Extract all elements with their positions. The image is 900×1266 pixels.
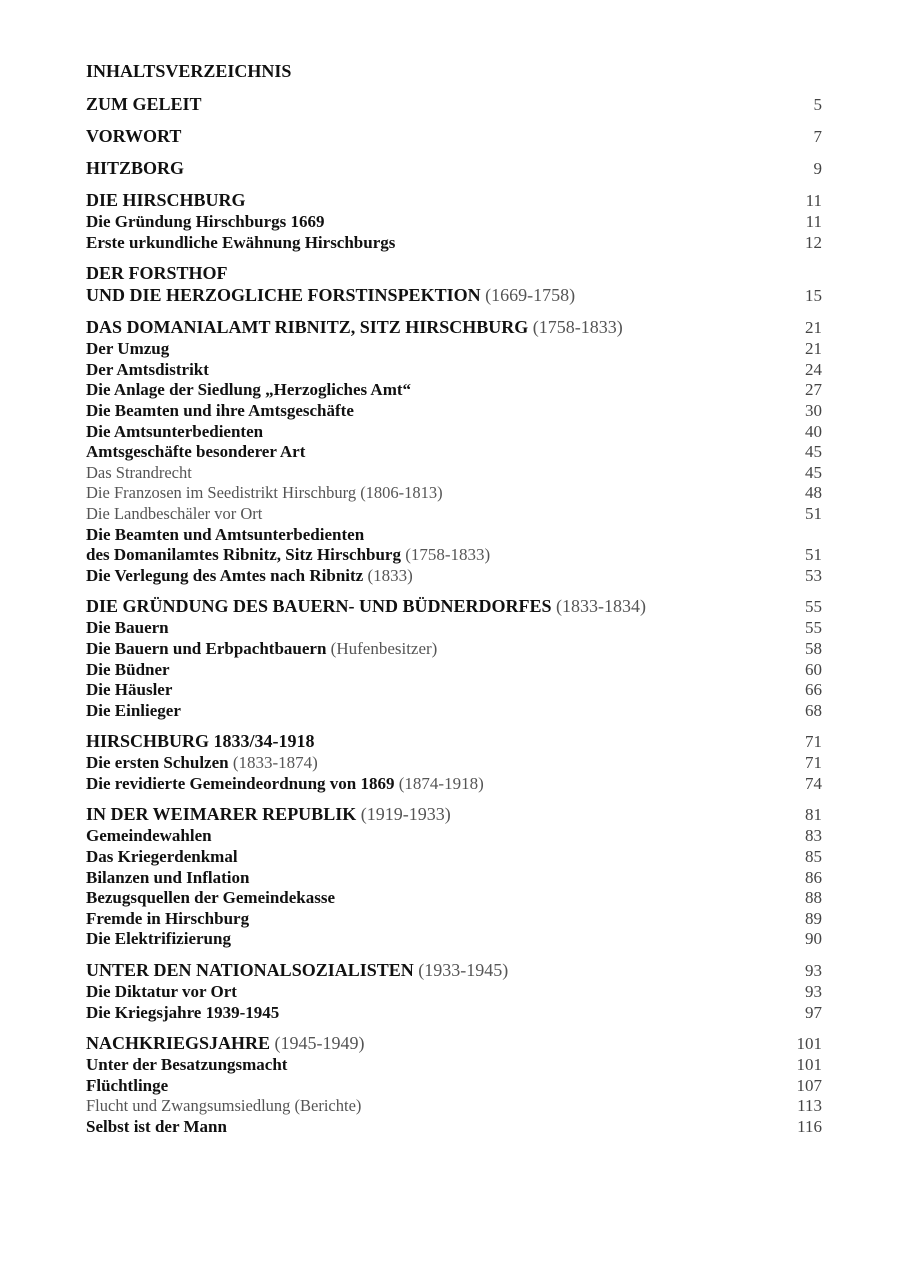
toc-entry <box>86 212 822 233</box>
entry-date-range: (1919-1933) <box>360 804 451 825</box>
toc-entry <box>86 847 822 868</box>
page-number: 66 <box>805 680 822 700</box>
page-number: 12 <box>805 232 822 252</box>
chapter-entry <box>86 730 822 753</box>
entry-label <box>86 753 318 774</box>
entry-label <box>86 463 192 484</box>
entry-title: Gemeindewahlen <box>86 826 212 846</box>
page-number: 21 <box>805 339 822 359</box>
entry-label <box>86 888 335 909</box>
toc-entry <box>86 826 822 847</box>
toc-entry <box>86 525 822 546</box>
entry-label <box>86 1076 168 1097</box>
entry-title: Die Diktatur vor Ort <box>86 982 237 1002</box>
entry-title: Die Beamten und Amtsunterbedienten <box>86 524 365 544</box>
page-number: 74 <box>805 773 822 793</box>
toc-section <box>86 595 822 721</box>
entry-label <box>86 545 490 566</box>
entry-label <box>86 639 437 660</box>
entry-label <box>86 701 181 722</box>
entry-title: DIE GRÜNDUNG DES BAUERN- UND BÜDNERDORFES <box>86 596 552 617</box>
entry-title: Das Kriegerdenkmal <box>86 847 238 867</box>
chapter-entry <box>86 125 822 148</box>
page-number: 71 <box>805 753 822 773</box>
toc-entry <box>86 1117 822 1138</box>
toc-entry <box>86 774 822 795</box>
entry-label <box>86 157 184 179</box>
entry-label <box>86 1096 361 1117</box>
entry-label <box>86 774 484 795</box>
entry-label <box>86 566 413 587</box>
chapter-entry <box>86 189 822 212</box>
entry-title: Der Amtsdistrikt <box>86 359 209 379</box>
entry-title: Selbst ist der Mann <box>86 1117 227 1136</box>
page-number: 51 <box>805 545 822 565</box>
entry-label <box>86 525 364 546</box>
entry-title: HIRSCHBURG 1833/34-1918 <box>86 731 315 752</box>
toc-entry <box>86 888 822 909</box>
entry-title: Die Einlieger <box>86 700 181 720</box>
entry-label <box>86 929 231 950</box>
chapter-entry <box>86 595 822 618</box>
toc-entry <box>86 701 822 722</box>
entry-label <box>86 847 238 868</box>
page-number: 81 <box>805 805 822 825</box>
page-number: 85 <box>805 847 822 867</box>
toc-section <box>86 157 822 180</box>
entry-label <box>86 868 249 889</box>
toc-entry <box>86 1096 822 1117</box>
page-number: 89 <box>805 908 822 928</box>
entry-title: Die Amtsunterbedienten <box>86 421 264 441</box>
entry-title: Bilanzen und Inflation <box>86 867 250 887</box>
page-number: 101 <box>796 1055 822 1075</box>
toc-entry <box>86 618 822 639</box>
entry-title: Amtsgeschäfte besonderer Art <box>86 442 306 462</box>
entry-label <box>86 189 246 211</box>
page-number: 71 <box>805 732 822 752</box>
toc-entry <box>86 753 822 774</box>
page-number: 53 <box>805 565 822 585</box>
entry-title: DAS DOMANIALAMT RIBNITZ, SITZ HIRSCHBURG <box>86 317 529 338</box>
entry-date-range: (1874-1918) <box>398 773 484 793</box>
chapter-entry <box>86 1032 822 1055</box>
toc-entry <box>86 982 822 1003</box>
entry-title: Die Franzosen im Seedistrikt Hirschburg (1806-1813) <box>86 483 443 503</box>
page-number: 101 <box>796 1034 822 1054</box>
entry-label <box>86 360 209 381</box>
toc-entry <box>86 639 822 660</box>
entry-title: DIE HIRSCHBURG <box>86 190 246 210</box>
entry-title: Die Kriegsjahre 1939-1945 <box>86 1002 280 1022</box>
entry-label <box>86 982 237 1003</box>
entry-title: Die Bauern und Erbpachtbauern <box>86 638 327 658</box>
page-number: 116 <box>797 1117 822 1136</box>
page-number: 40 <box>805 421 822 441</box>
page-number: 30 <box>805 400 822 420</box>
entry-label <box>86 1032 365 1054</box>
toc-entry <box>86 442 822 463</box>
entry-title: Die Häusler <box>86 680 173 700</box>
entry-title: Flüchtlinge <box>86 1075 169 1095</box>
entry-title: UNTER DEN NATIONALSOZIALISTEN <box>86 960 414 981</box>
entry-label <box>86 442 305 463</box>
entry-title: des Domanilamtes Ribnitz, Sitz Hirschburg <box>86 545 401 565</box>
entry-title: Fremde in Hirschburg <box>86 908 250 928</box>
toc-entry <box>86 660 822 681</box>
entry-title: HITZBORG <box>86 158 185 178</box>
toc-section <box>86 189 822 253</box>
entry-title: Die Verlegung des Amtes nach Ribnitz <box>86 565 364 585</box>
page-number: 11 <box>805 191 822 210</box>
entry-title: IN DER WEIMARER REPUBLIK <box>86 804 357 825</box>
entry-date-range: (1833-1834) <box>556 596 647 617</box>
entry-label <box>86 422 263 443</box>
toc-entry <box>86 463 822 484</box>
toc-entry <box>86 566 822 587</box>
entry-date-range: (1669-1758) <box>485 285 576 306</box>
page-number: 93 <box>805 961 822 981</box>
toc-section <box>86 262 822 307</box>
toc-entry <box>86 233 822 254</box>
toc-section <box>86 93 822 116</box>
toc-entry <box>86 680 822 701</box>
entry-label <box>86 284 575 306</box>
chapter-entry <box>86 157 822 180</box>
page-number: 60 <box>805 659 822 679</box>
entry-title: Die Bauern <box>86 618 169 638</box>
page-number: 107 <box>796 1075 822 1095</box>
entry-label <box>86 212 325 233</box>
toc-entry <box>86 360 822 381</box>
toc-section <box>86 730 822 794</box>
toc-entry <box>86 504 822 525</box>
entry-title: Die Elektrifizierung <box>86 929 231 949</box>
entry-date-range: (1758-1833) <box>532 317 623 338</box>
entry-label <box>86 660 170 681</box>
table-of-contents <box>86 58 822 1147</box>
page-title: INHALTSVERZEICHNIS <box>86 61 292 81</box>
entry-label <box>86 316 623 338</box>
toc-entry <box>86 401 822 422</box>
entry-title: Die Anlage der Siedlung „Herzogliches Amt“ <box>86 380 412 400</box>
entry-label <box>86 618 169 639</box>
entry-label <box>86 262 228 284</box>
toc-entry <box>86 1055 822 1076</box>
entry-title: Die ersten Schulzen <box>86 753 229 773</box>
toc-section <box>86 803 822 950</box>
toc-entry <box>86 545 822 566</box>
toc-entry <box>86 929 822 950</box>
toc-entry <box>86 868 822 889</box>
entry-label <box>86 680 172 701</box>
page-number: 5 <box>813 95 822 114</box>
page-number: 68 <box>805 700 822 720</box>
entry-title: Flucht und Zwangsumsiedlung (Berichte) <box>86 1096 362 1116</box>
page-number: 21 <box>805 318 822 338</box>
page-number: 86 <box>805 867 822 887</box>
toc-section <box>86 959 822 1023</box>
entry-label <box>86 233 395 254</box>
entry-title: Die Gründung Hirschburgs 1669 <box>86 212 325 231</box>
page-number: 55 <box>805 618 822 638</box>
entry-label <box>86 380 411 401</box>
entry-title: VORWORT <box>86 126 182 146</box>
page-number: 48 <box>805 483 822 503</box>
page-number: 90 <box>805 929 822 949</box>
page-number: 83 <box>805 826 822 846</box>
entry-date-range: (1833-1874) <box>232 753 318 773</box>
entry-label <box>86 401 354 422</box>
entry-date-range: (Hufenbesitzer) <box>330 638 438 658</box>
entry-title: Der Umzug <box>86 339 170 359</box>
page-number: 45 <box>805 442 822 462</box>
toc-section <box>86 1032 822 1137</box>
page-number: 27 <box>805 380 822 400</box>
entry-label <box>86 826 212 847</box>
page-number: 55 <box>805 597 822 617</box>
chapter-entry <box>86 803 822 826</box>
chapter-entry <box>86 959 822 982</box>
toc-entry <box>86 1076 822 1097</box>
entry-title: Bezugsquellen der Gemeindekasse <box>86 888 336 908</box>
entry-date-range: (1833) <box>367 565 413 585</box>
toc-entry <box>86 1003 822 1024</box>
entry-label <box>86 125 181 147</box>
page-number: 51 <box>805 503 822 523</box>
page-number: 9 <box>813 159 822 178</box>
chapter-entry <box>86 262 822 284</box>
entry-label <box>86 483 443 504</box>
toc-entry <box>86 483 822 504</box>
page-number: 15 <box>805 286 822 306</box>
chapter-entry <box>86 93 822 116</box>
entry-title: Das Strandrecht <box>86 462 192 482</box>
entry-label <box>86 595 646 617</box>
entry-label <box>86 93 202 115</box>
page-number: 113 <box>797 1096 822 1116</box>
entry-title: UND DIE HERZOGLICHE FORSTINSPEKTION <box>86 285 481 306</box>
page-number: 97 <box>805 1002 822 1022</box>
chapter-entry <box>86 316 822 339</box>
entry-title: Die Beamten und ihre Amtsgeschäfte <box>86 400 354 420</box>
toc-entry <box>86 909 822 930</box>
entry-label <box>86 959 508 981</box>
toc-entry <box>86 380 822 401</box>
entry-label <box>86 1055 287 1076</box>
toc-section <box>86 125 822 148</box>
page-number: 58 <box>805 638 822 658</box>
page-number: 24 <box>805 359 822 379</box>
page-number: 45 <box>805 462 822 482</box>
page-number: 93 <box>805 982 822 1002</box>
entry-label <box>86 909 249 930</box>
entry-label <box>86 803 451 825</box>
entry-label <box>86 1003 279 1024</box>
entry-date-range: (1933-1945) <box>418 960 509 981</box>
entry-title: Die Büdner <box>86 659 170 679</box>
entry-date-range: (1758-1833) <box>405 545 491 565</box>
toc-entry <box>86 422 822 443</box>
entry-title: Die revidierte Gemeindeordnung von 1869 <box>86 773 395 793</box>
entry-title: NACHKRIEGSJAHRE <box>86 1033 271 1054</box>
entry-label <box>86 1117 227 1138</box>
entry-title: Die Landbeschäler vor Ort <box>86 503 263 523</box>
page-number: 88 <box>805 888 822 908</box>
page-number: 11 <box>805 212 822 231</box>
chapter-entry <box>86 284 822 307</box>
entry-label <box>86 339 169 360</box>
entry-label <box>86 730 315 752</box>
page-number: 7 <box>813 127 822 146</box>
entry-label <box>86 504 262 525</box>
toc-entry <box>86 339 822 360</box>
entry-date-range: (1945-1949) <box>274 1033 365 1054</box>
entry-title: ZUM GELEIT <box>86 94 202 114</box>
entry-title: Unter der Besatzungsmacht <box>86 1055 288 1075</box>
toc-section <box>86 316 822 586</box>
entry-title: Erste urkundliche Ewähnung Hirschburgs <box>86 232 396 252</box>
entry-title: DER FORSTHOF <box>86 263 228 284</box>
